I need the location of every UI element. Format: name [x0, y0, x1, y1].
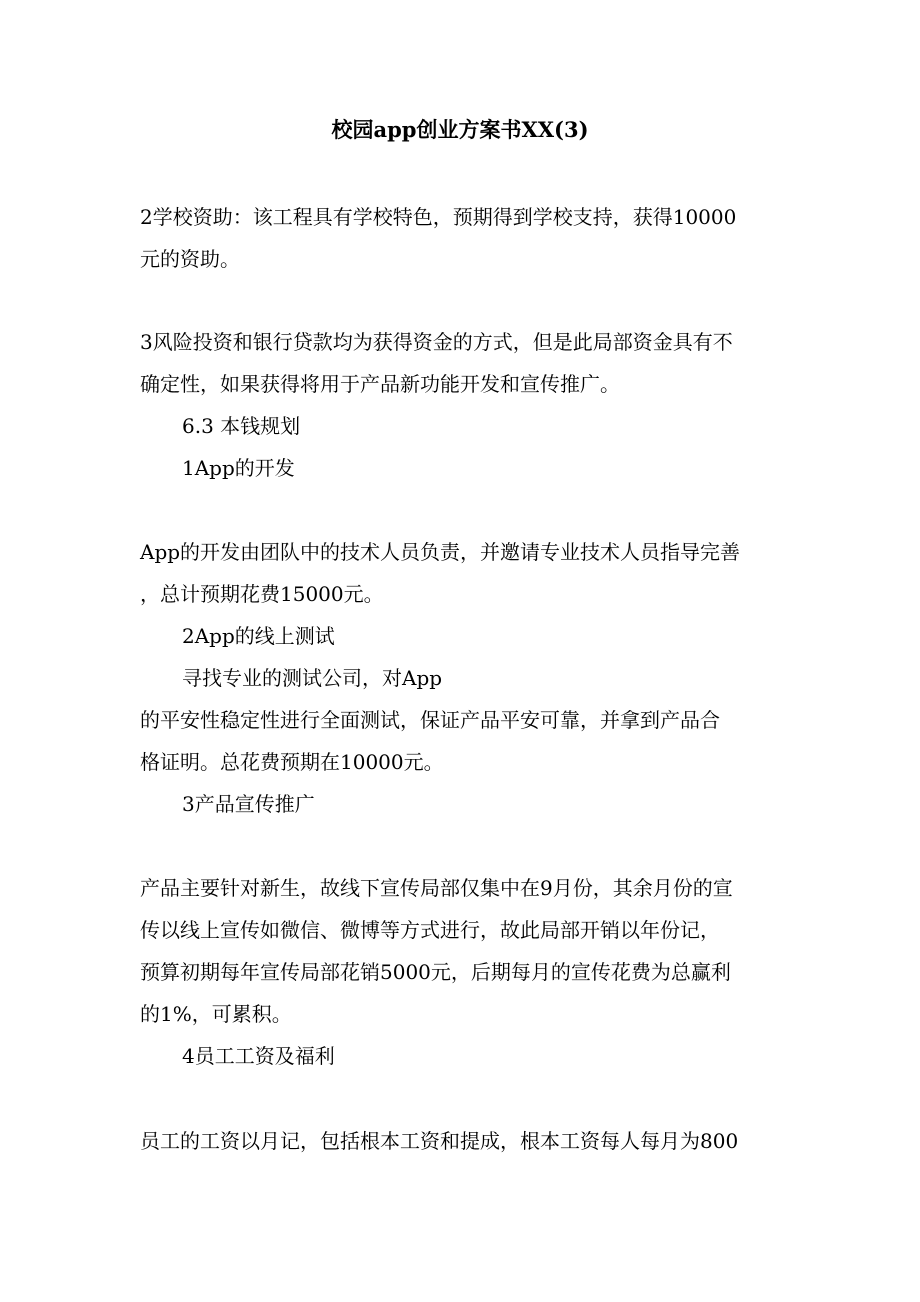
- paragraph-line: 传以线上宣传如微信、微博等方式进行，故此局部开销以年份记，: [140, 918, 720, 942]
- paragraph-line: 元的资助。: [140, 247, 240, 271]
- paragraph-line: 的1%，可累积。: [140, 1002, 292, 1026]
- paragraph-line: 员工的工资以月记，包括根本工资和提成，根本工资每人每月为800: [140, 1129, 739, 1153]
- subsection-heading: 1App的开发: [182, 456, 295, 480]
- paragraph-line: 确定性，如果获得将用于产品新功能开发和宣传推广。: [140, 372, 620, 396]
- paragraph-line: 的平安性稳定性进行全面测试，保证产品平安可靠，并拿到产品合: [140, 708, 720, 732]
- paragraph-line: 2学校资助：该工程具有学校特色，预期得到学校支持，获得10000: [140, 205, 737, 229]
- section-heading: 6.3 本钱规划: [182, 414, 301, 438]
- subsection-heading: 3产品宣传推广: [182, 792, 315, 816]
- paragraph-line: 格证明。总花费预期在10000元。: [140, 750, 444, 774]
- document-title: 校园app创业方案书XX(3): [331, 117, 589, 142]
- paragraph-line: App的开发由团队中的技术人员负责，并邀请专业技术人员指导完善: [140, 540, 741, 564]
- subsection-heading: 2App的线上测试: [182, 624, 335, 648]
- subsection-heading: 4员工工资及福利: [182, 1044, 335, 1068]
- paragraph-line: 产品主要针对新生，故线下宣传局部仅集中在9月份，其余月份的宣: [140, 876, 733, 900]
- paragraph-line: 预算初期每年宣传局部花销5000元，后期每月的宣传花费为总赢利: [140, 960, 731, 984]
- paragraph-line: ，总计预期花费15000元。: [140, 582, 384, 606]
- paragraph-line: 寻找专业的测试公司，对App: [182, 666, 443, 690]
- paragraph-line: 3风险投资和银行贷款均为获得资金的方式，但是此局部资金具有不: [140, 330, 733, 354]
